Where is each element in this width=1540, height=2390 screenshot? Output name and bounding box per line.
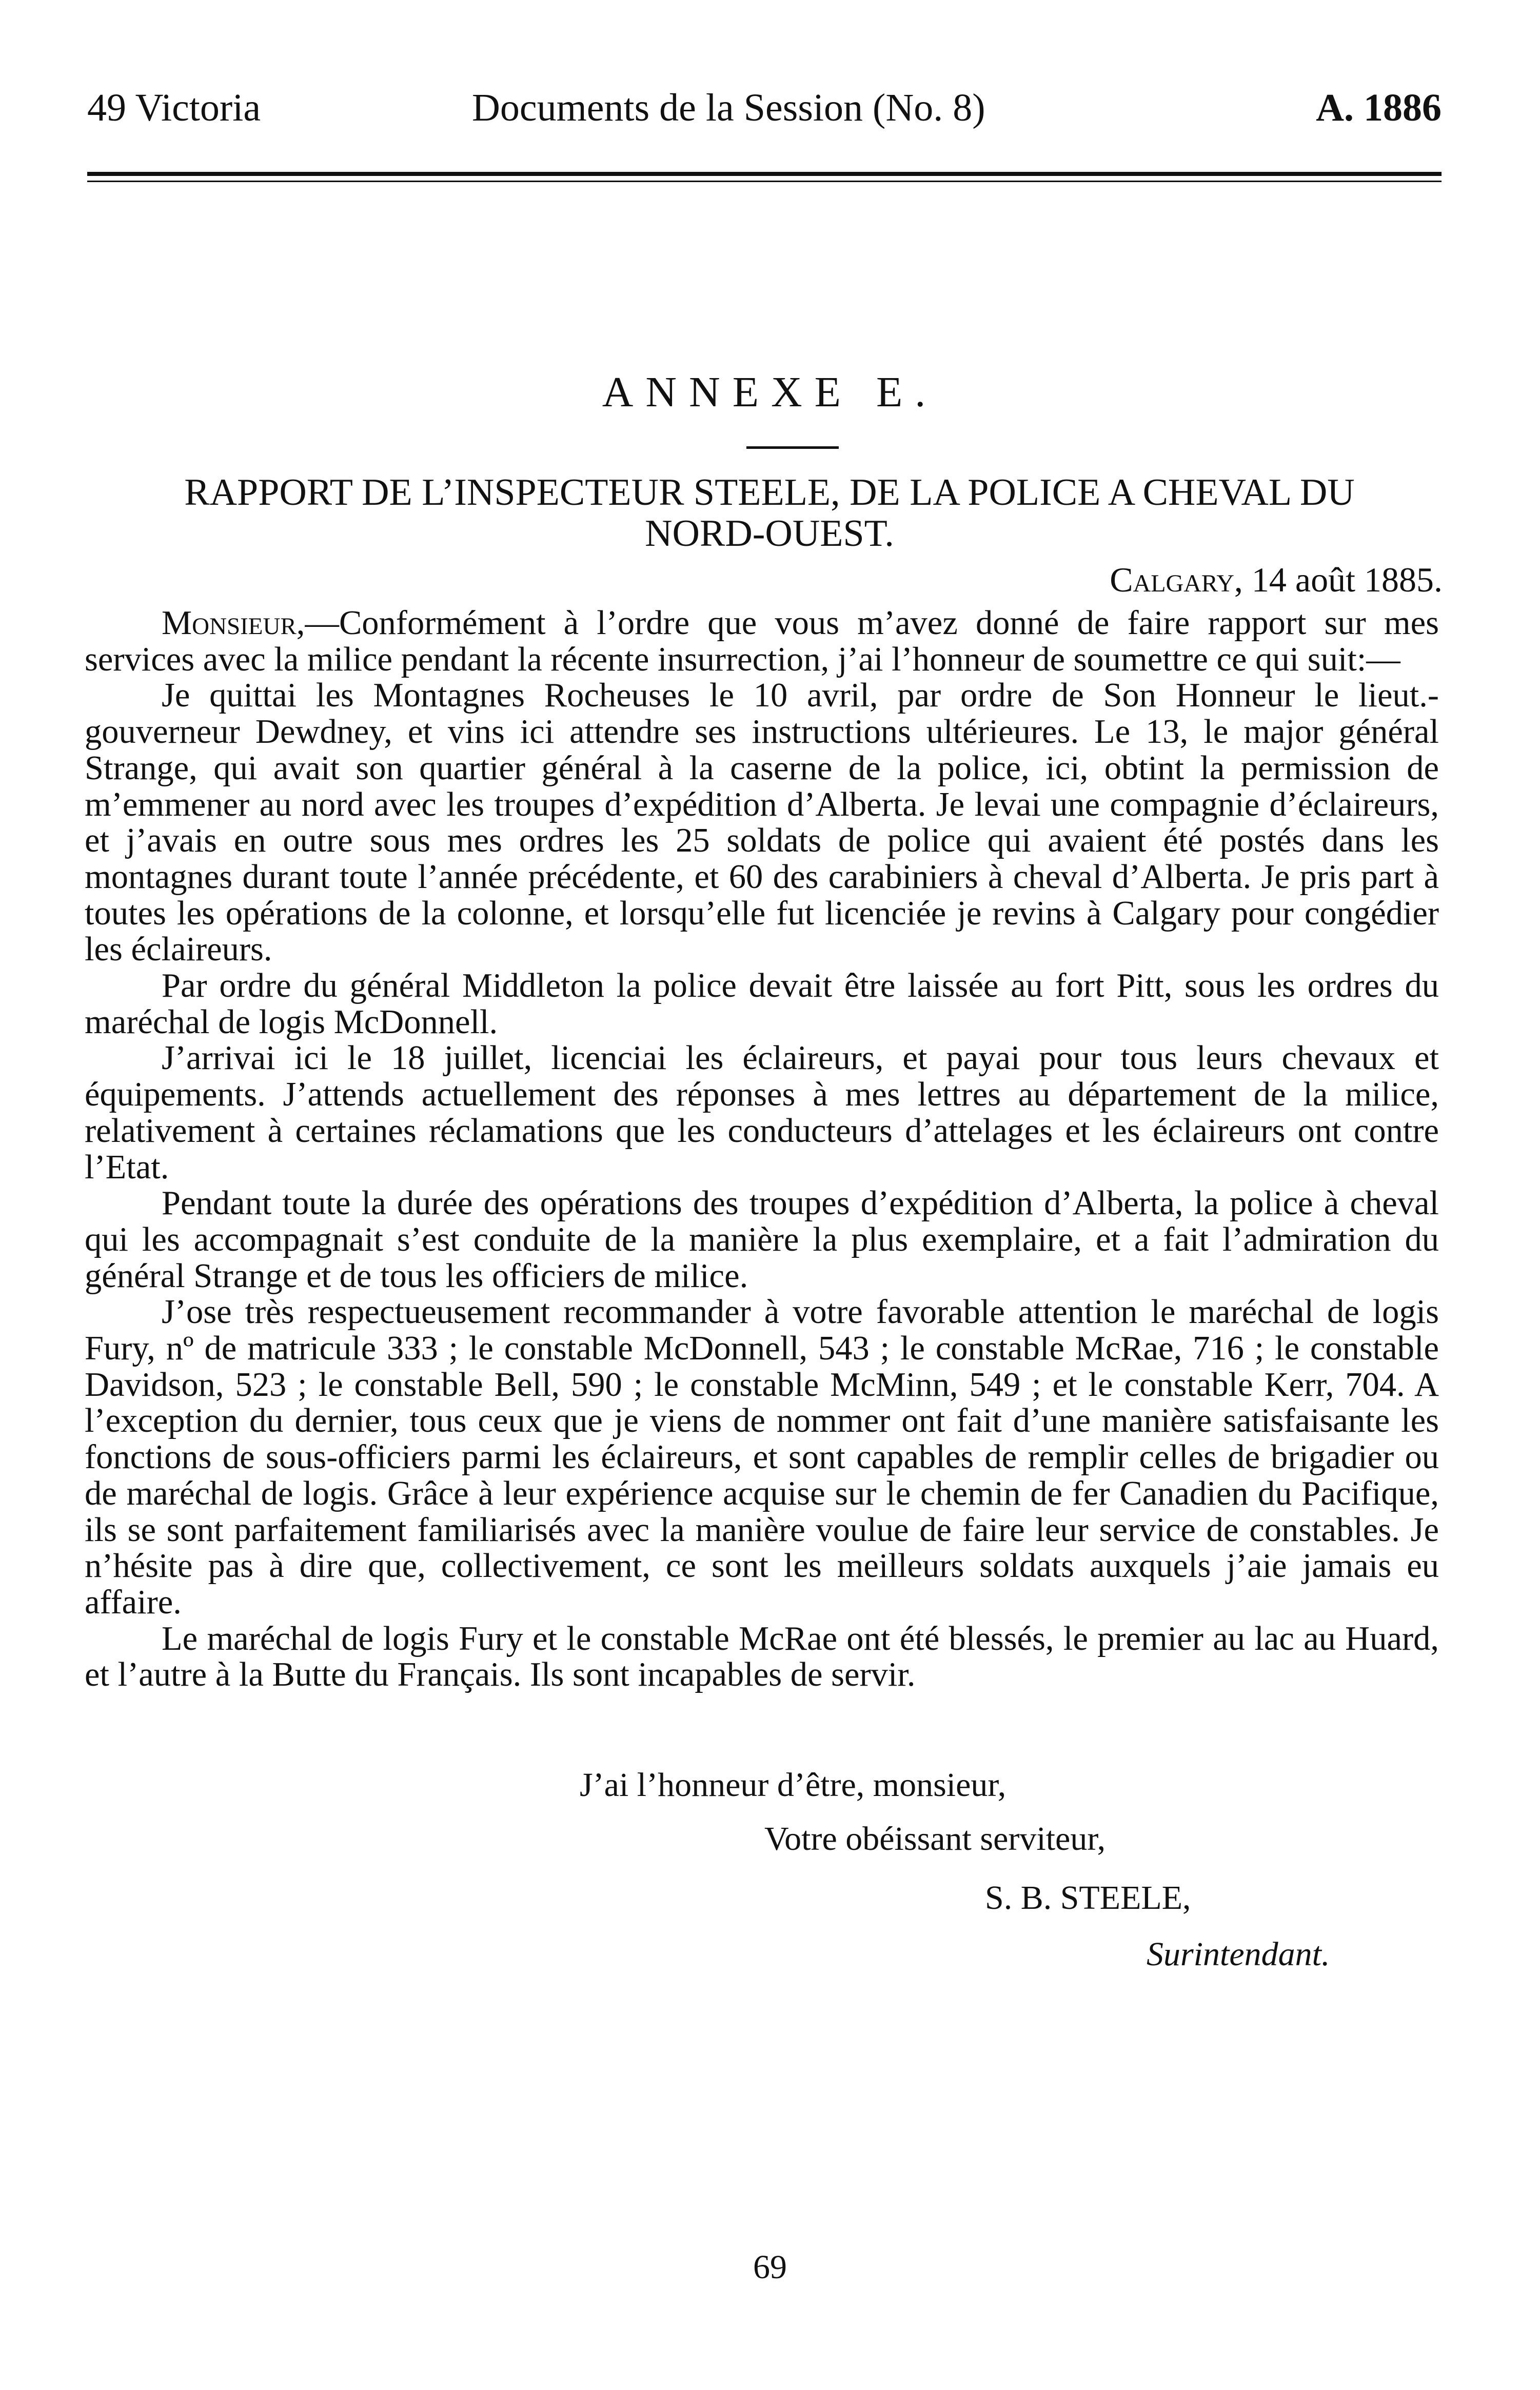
closing-line-1: J’ai l’honneur d’être, monsieur,: [580, 1766, 1006, 1804]
dateline: [1110, 559, 1443, 600]
header-rule-thin: [87, 181, 1442, 182]
dateline-place: Calgary,: [1110, 560, 1243, 599]
header-series: Documents de la Session (No. 8): [472, 86, 985, 129]
page-number: 69: [753, 2248, 787, 2286]
signature-title: Surintendant.: [1147, 1935, 1330, 1973]
header-year: A. 1886: [1316, 86, 1442, 129]
closing-line-2: Votre obéissant serviteur,: [764, 1820, 1106, 1858]
paragraph-1: [85, 605, 1439, 678]
signature-name: S. B. STEELE,: [985, 1879, 1191, 1917]
letter-body: [85, 605, 1439, 1693]
header-rule: [87, 172, 1442, 176]
annexe-title: ANNEXE E.: [602, 368, 938, 416]
report-title: RAPPORT DE L’INSPECTEUR STEELE, DE LA POLICE A CHEVAL DU NORD-OUEST.: [184, 471, 1355, 555]
paragraph-4: J’arrivai ici le 18 juillet, licenciai les éclaireurs, et payai pour tous leurs chevaux et équipements. J’attends actuellement des réponses à mes lettres au département de la milice, relativement à certaines réclamations que les conducteurs d’attelages et les éclaireurs ont contre l’Etat.: [85, 1039, 1439, 1186]
header-volume: 49 Victoria: [87, 86, 261, 129]
running-header: [87, 77, 1442, 139]
paragraph-5: Pendant toute la durée des opérations des troupes d’expédition d’Alberta, la police à cheval qui les accompagnait s’est conduite de la manière la plus exemplaire, et a fait l’admiration du général Strange et de tous les officiers de milice.: [85, 1184, 1439, 1295]
paragraph-7: Le maréchal de logis Fury et le constable McRae ont été blessés, le premier au lac au Huard, et l’autre à la Butte du Français. Ils sont incapables de servir.: [85, 1619, 1439, 1694]
title-divider: [746, 446, 839, 449]
paragraph-1-text: —Conformément à l’ordre que vous m’avez donné de faire rapport sur mes services avec la milice pendant la récente insurrection, j’ai l’honneur de soumettre ce qui suit:—: [85, 604, 1439, 678]
dateline-date: 14 août 1885.: [1251, 560, 1443, 599]
paragraph-3: Par ordre du général Middleton la police devait être laissée au fort Pitt, sous les ordres du maréchal de logis McDonnell.: [85, 967, 1439, 1041]
paragraph-2: Je quittai les Montagnes Rocheuses le 10 avril, par ordre de Son Honneur le lieut.-gouverneur Dewdney, et vins ici attendre ses instructions ultérieures. Le 13, le major général Strange, qui avait son quartier général à la caserne de la police, ici, obtint la permission de m’emmener au nord avec les troupes d’expédition d’Alberta. Je levai une compagnie d’éclaireurs, et j’avais en outre sous mes ordres les 25 soldats de police qui avaient été postés dans les montagnes durant toute l’année précédente, et 60 des carabiniers à cheval d’Alberta. Je pris part à toutes les opérations de la colonne, et lorsqu’elle fut licenciée je revins à Calgary pour congédier les éclaireurs.: [85, 677, 1439, 969]
salutation: Monsieur,: [162, 604, 305, 642]
paragraph-6: J’ose très respectueusement recommander à votre favorable attention le maréchal de logis Fury, nº de matricule 333 ; le constable McDonnell, 543 ; le constable McRae, 716 ; le constable Davidson, 523 ; le constable Bell, 590 ; le constable McMinn, 549 ; et le constable Kerr, 704. A l’exception du dernier, tous ceux que je viens de nommer ont fait d’une manière satisfaisante les fonctions de sous-officiers parmi les éclaireurs, et sont capables de remplir celles de brigadier ou de maréchal de logis. Grâce à leur expérience acquise sur le chemin de fer Canadien du Pacifique, ils se sont parfaitement familiarisés avec la manière voulue de faire leur service de constables. Je n’hésite pas à dire que, collectivement, ce sont les meilleurs soldats auxquels j’aie jamais eu affaire.: [85, 1293, 1439, 1621]
